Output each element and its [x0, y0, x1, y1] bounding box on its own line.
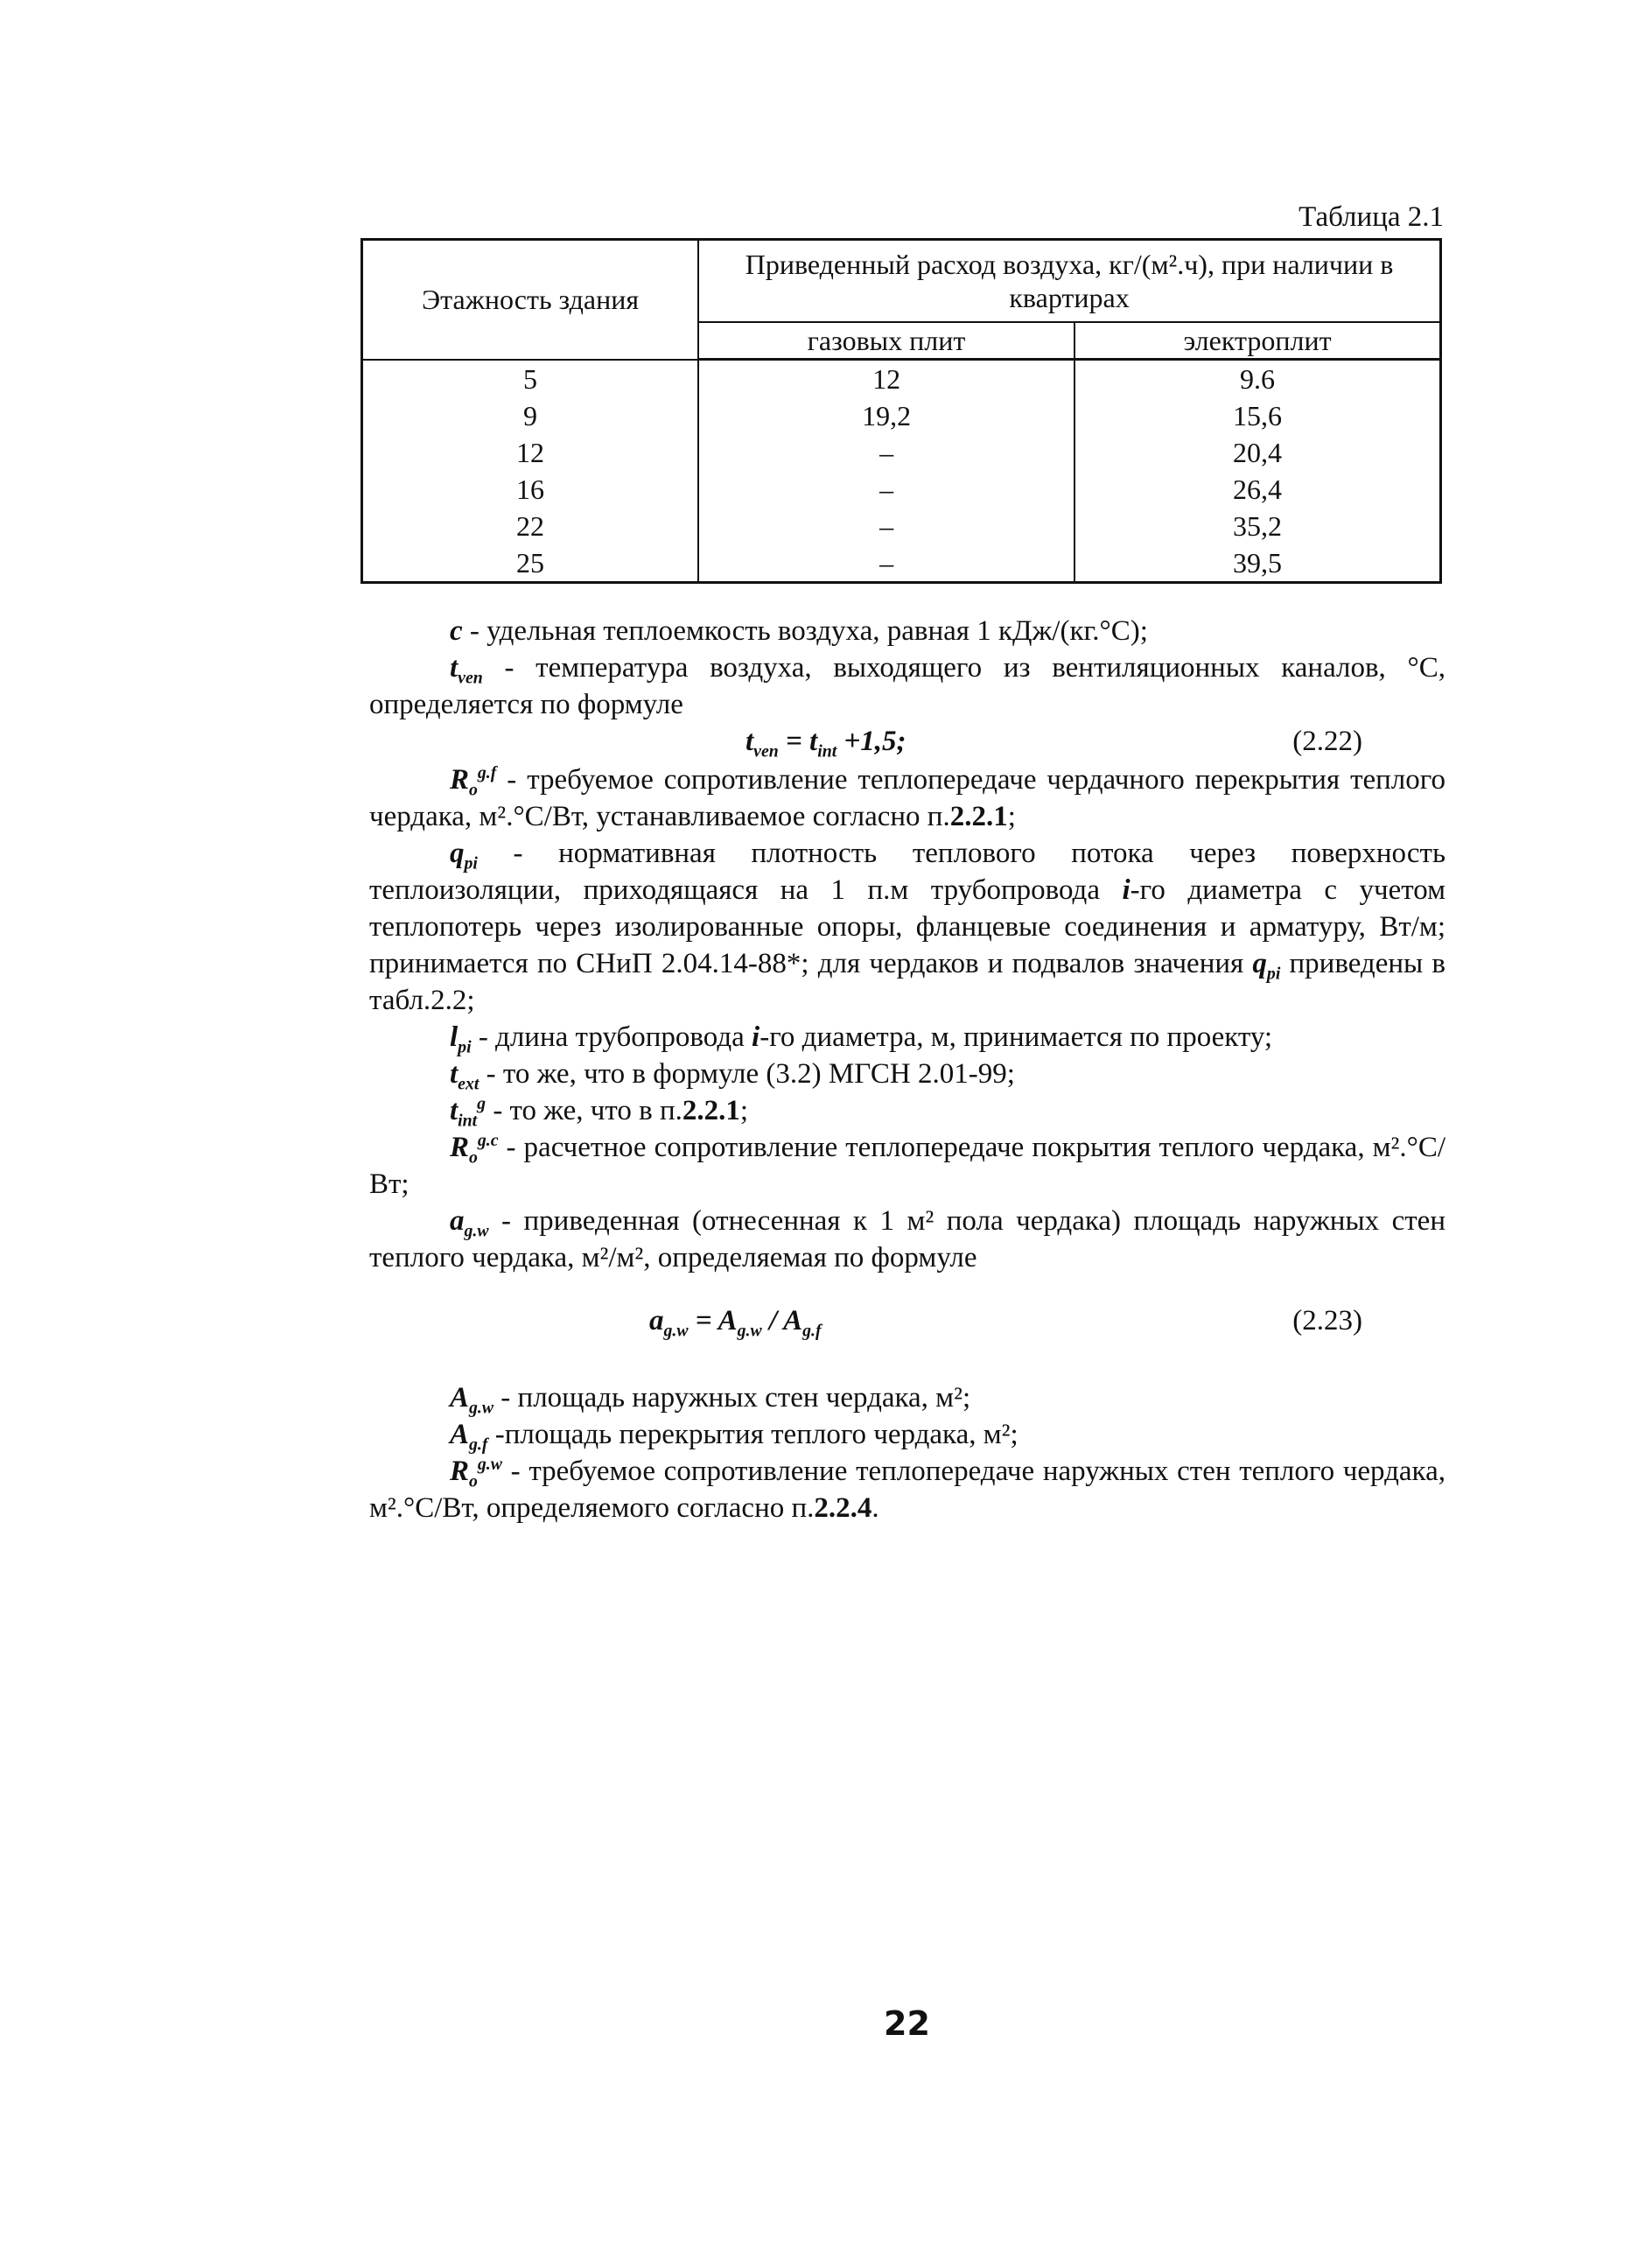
definitions-text [369, 613, 1446, 1526]
cell-gas: – [698, 508, 1074, 544]
def-a-g-w: $a_{g.w}$ - приведенная (отнесенная к 1 м² пола чердака) площадь наружных стен теплого чердака, м²/м², определяемая по формуле [369, 1205, 1446, 1273]
cell-floors: 16 [362, 471, 699, 508]
def-c: c - удельная теплоемкость воздуха, равная 1 кДж/(кг.°С); [450, 615, 1148, 647]
air-flow-table [360, 238, 1442, 584]
formula-number: (2.23) [1292, 1305, 1362, 1336]
table-row [362, 471, 1441, 508]
cell-electric: 35,2 [1074, 508, 1440, 544]
table-row [362, 434, 1441, 471]
formula-number: (2.22) [1292, 726, 1362, 757]
formula-2-22: $t_{ven} = t_{int} +1,5$; (2.22) [369, 723, 1446, 761]
cell-gas: – [698, 544, 1074, 583]
cell-gas: – [698, 471, 1074, 508]
header-gas-stoves: газовых плит [698, 322, 1074, 360]
page-number: 22 [884, 2004, 930, 2043]
def-r-o-g-f: $R_o^{g.f}$ - требуемое сопротивление теплопередаче чердачного перекрытия теплого чердака, м².°С/Вт, устанавливаемое согласно п.2.2.1; [369, 763, 1446, 832]
def-t-int-g: $t_{int}^g$ - то же, что в п.2.2.1; [450, 1094, 749, 1131]
table-row [362, 508, 1441, 544]
def-q-pi: $q_{pi}$ - нормативная плотность теплового потока через поверхность теплоизоляции, приходящаяся на 1 п.м трубопровода i-го диаметра с учетом теплопотерь через изолированные опоры, фланцевые соединения и арматуру, Вт/м; принимается по СНиП 2.04.14-88*; для чердаков и подвалов значения $q_{pi}$ приведены в табл.2.2; [369, 838, 1446, 1016]
cell-floors: 9 [362, 397, 699, 434]
cell-electric: 39,5 [1074, 544, 1440, 583]
cell-gas: – [698, 434, 1074, 471]
cell-gas: 12 [698, 360, 1074, 398]
cell-gas: 19,2 [698, 397, 1074, 434]
def-A-g-f: $A_{g.f}$ -площадь перекрытия теплого чердака, м²; [450, 1419, 1018, 1455]
formula-2-23: $a_{g.w} = A_{g.w} / A_{g.f}$ (2.23) [369, 1302, 1446, 1344]
table-row [362, 360, 1441, 398]
cell-floors: 12 [362, 434, 699, 471]
cell-floors: 25 [362, 544, 699, 583]
def-r-o-g-c: $R_o^{g.c}$ - расчетное сопротивление теплопередаче покрытия теплого чердака, м².°С/Вт; [369, 1131, 1446, 1200]
header-air-flow: Приведенный расход воздуха, кг/(м².ч), при наличии в квартирах [698, 240, 1440, 323]
cell-electric: 20,4 [1074, 434, 1440, 471]
cell-floors: 5 [362, 360, 699, 398]
def-t-ext: $t_{ext}$ - то же, что в формуле (3.2) МГСН 2.01-99; [450, 1058, 1015, 1094]
table-row [362, 544, 1441, 583]
def-l-pi: $l_{pi}$ - длина трубопровода i-го диаметра, м, принимается по проекту; [450, 1021, 1273, 1057]
header-floors: Этажность здания [362, 240, 699, 360]
table-caption: Таблица 2.1 [1298, 201, 1444, 233]
cell-electric: 15,6 [1074, 397, 1440, 434]
cell-electric: 26,4 [1074, 471, 1440, 508]
def-r-o-g-w: $R_o^{g.w}$ - требуемое сопротивление теплопередаче наружных стен теплого чердака, м².°С/Вт, определяемого согласно п.2.2.4. [369, 1455, 1446, 1524]
table-row [362, 397, 1441, 434]
cell-floors: 22 [362, 508, 699, 544]
cell-electric: 9.6 [1074, 360, 1440, 398]
def-t-ven: $t_{ven}$ - температура воздуха, выходящего из вентиляционных каналов, °С, определяется по формуле [369, 652, 1446, 720]
def-A-g-w: $A_{g.w}$ - площадь наружных стен чердака, м²; [450, 1382, 971, 1418]
header-electric-stoves: электроплит [1074, 322, 1440, 360]
